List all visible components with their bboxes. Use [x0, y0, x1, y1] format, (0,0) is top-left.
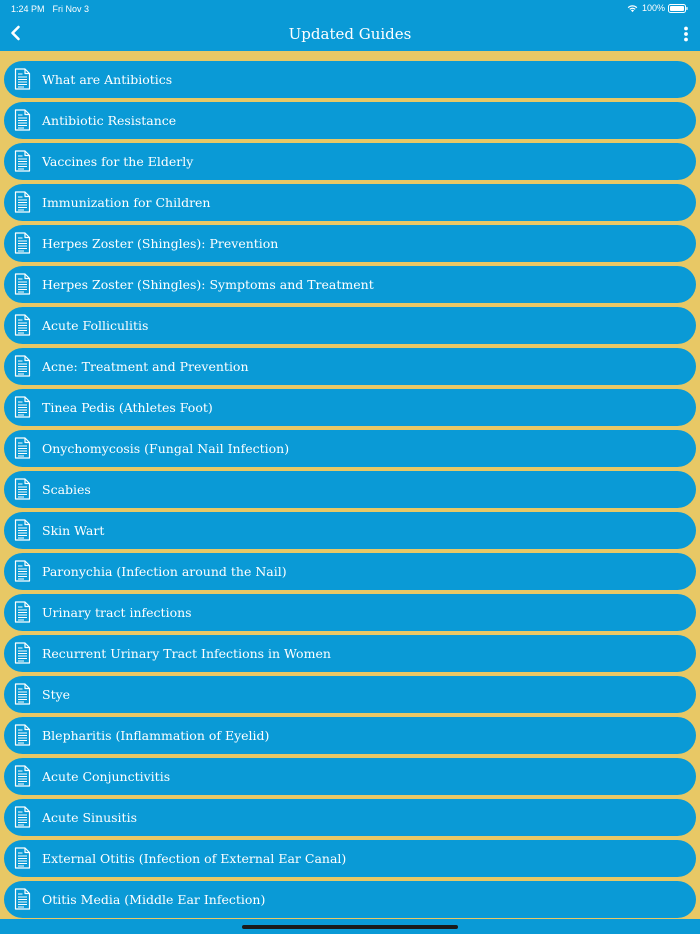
document-icon	[14, 273, 31, 295]
list-item-label: Recurrent Urinary Tract Infections in Women	[42, 646, 331, 661]
document-icon	[14, 560, 31, 582]
list-item[interactable]	[4, 430, 696, 467]
document-icon	[14, 847, 31, 869]
document-icon	[14, 765, 31, 787]
list-item-label: Scabies	[42, 482, 91, 497]
list-item-label: Acute Folliculitis	[42, 318, 149, 333]
document-icon	[14, 150, 31, 172]
document-icon	[14, 601, 31, 623]
more-vertical-icon[interactable]	[682, 26, 690, 42]
page-title: Updated Guides	[288, 25, 412, 43]
list-item-label: Skin Wart	[42, 523, 105, 538]
list-item-label: Acne: Treatment and Prevention	[42, 359, 249, 374]
document-icon	[14, 355, 31, 377]
list-item-label: Otitis Media (Middle Ear Infection)	[42, 892, 266, 907]
document-icon	[14, 478, 31, 500]
document-icon	[14, 806, 31, 828]
document-icon	[14, 232, 31, 254]
home-indicator[interactable]	[242, 925, 458, 929]
list-item-label: Herpes Zoster (Shingles): Symptoms and Treatment	[42, 277, 374, 292]
home-area	[0, 919, 700, 934]
battery-icon	[668, 4, 688, 13]
list-item-label: Vaccines for the Elderly	[42, 154, 194, 169]
list-item-label: Immunization for Children	[42, 195, 211, 210]
list-item[interactable]	[4, 635, 696, 672]
status-right	[627, 3, 688, 13]
status-bar	[0, 0, 700, 17]
guide-list	[0, 51, 700, 919]
battery-percent: 100%	[641, 3, 665, 13]
document-icon	[14, 683, 31, 705]
list-item-label: What are Antibiotics	[42, 72, 173, 87]
list-item-label: Stye	[42, 687, 71, 702]
list-item[interactable]	[4, 594, 696, 631]
list-item[interactable]	[4, 840, 696, 877]
list-item[interactable]	[4, 102, 696, 139]
list-item[interactable]	[4, 225, 696, 262]
document-icon	[14, 642, 31, 664]
document-icon	[14, 888, 31, 910]
list-item[interactable]	[4, 758, 696, 795]
list-item-label: Onychomycosis (Fungal Nail Infection)	[42, 441, 290, 456]
list-item[interactable]	[4, 61, 696, 98]
list-item-label: Blepharitis (Inflammation of Eyelid)	[42, 728, 270, 743]
document-icon	[14, 109, 31, 131]
status-time: 1:24 PM Fri Nov 3	[11, 4, 90, 14]
list-item[interactable]	[4, 717, 696, 754]
list-item[interactable]	[4, 676, 696, 713]
list-item-label: Tinea Pedis (Athletes Foot)	[42, 400, 213, 415]
document-icon	[14, 519, 31, 541]
list-item[interactable]	[4, 471, 696, 508]
document-icon	[14, 724, 31, 746]
list-item[interactable]	[4, 307, 696, 344]
list-item-label: Antibiotic Resistance	[42, 113, 177, 128]
list-item[interactable]	[4, 266, 696, 303]
list-item-label: Paronychia (Infection around the Nail)	[42, 564, 287, 579]
status-date: Fri Nov 3	[52, 4, 90, 14]
nav-bar	[0, 17, 700, 51]
list-item-label: Acute Sinusitis	[42, 810, 137, 825]
list-item[interactable]	[4, 553, 696, 590]
document-icon	[14, 396, 31, 418]
list-item[interactable]	[4, 348, 696, 385]
list-item[interactable]	[4, 184, 696, 221]
document-icon	[14, 314, 31, 336]
list-item-label: Acute Conjunctivitis	[42, 769, 171, 784]
list-item-label: External Otitis (Infection of External Ear Canal)	[42, 851, 347, 866]
wifi-icon	[627, 4, 638, 13]
document-icon	[14, 191, 31, 213]
document-icon	[14, 437, 31, 459]
list-item-label: Herpes Zoster (Shingles): Prevention	[42, 236, 279, 251]
list-item[interactable]	[4, 881, 696, 918]
list-item[interactable]	[4, 799, 696, 836]
list-item[interactable]	[4, 512, 696, 549]
list-item-label: Urinary tract infections	[42, 605, 192, 620]
list-item[interactable]	[4, 389, 696, 426]
document-icon	[14, 68, 31, 90]
list-item[interactable]	[4, 143, 696, 180]
